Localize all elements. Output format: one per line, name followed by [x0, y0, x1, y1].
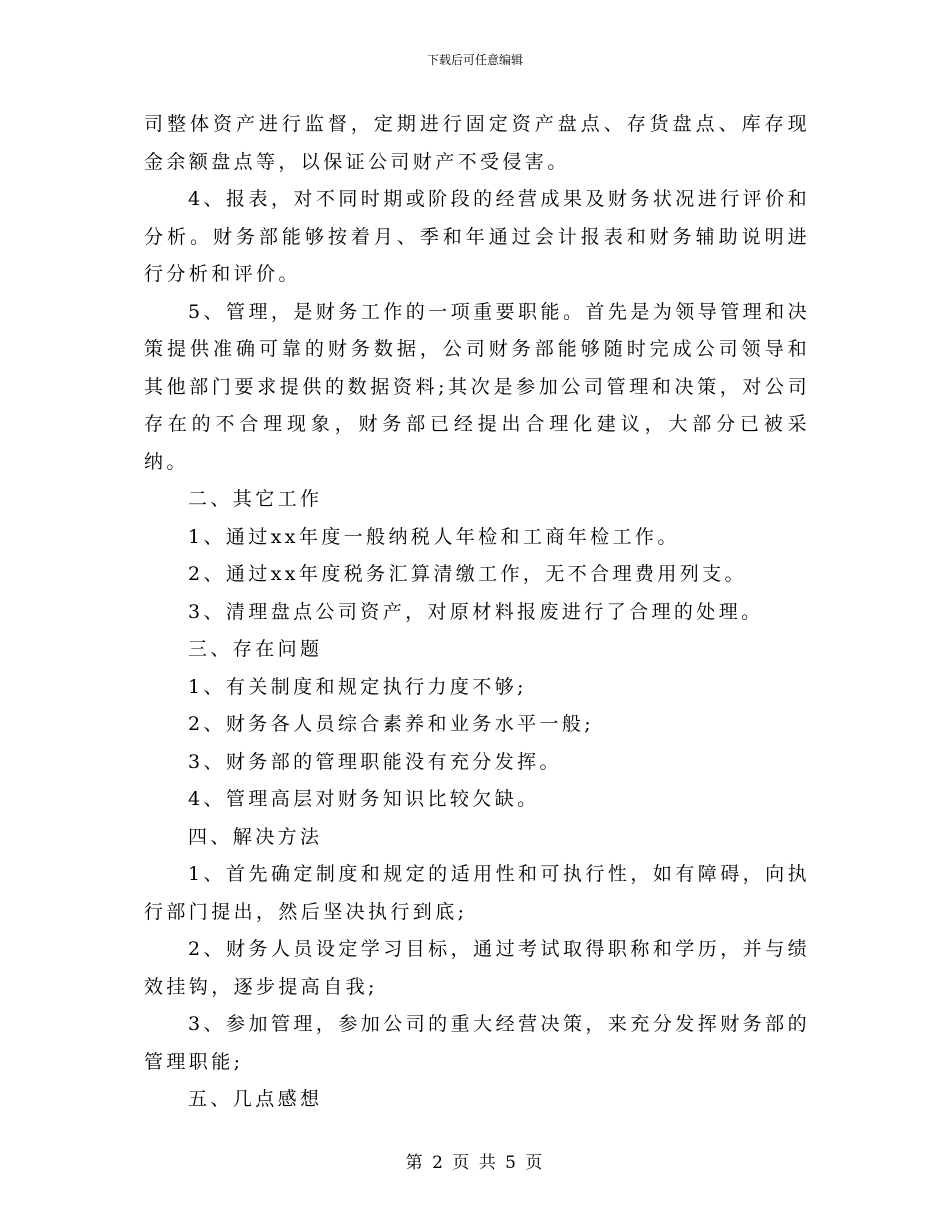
list-item-solution-1: 1、首先确定制度和规定的适用性和可执行性，如有障碍，向执行部门提出，然后坚决执行到底; [144, 863, 810, 923]
paragraph-reports: 4、报表，对不同时期或阶段的经营成果及财务状况进行评价和分析。财务部能够按着月、季和年通过会计报表和财务辅助说明进行分析和评价。 [144, 188, 810, 285]
heading-solutions: 四、解决方法 [188, 825, 323, 848]
list-item-solution-3: 3、参加管理，参加公司的重大经营决策，来充分发挥财务部的管理职能; [144, 1013, 810, 1073]
page-header: 下载后可任意编辑 [426, 53, 523, 67]
heading-other-work: 二、其它工作 [188, 488, 323, 510]
document-body [144, 106, 810, 1119]
footer-middle: 页 共 [452, 1153, 498, 1173]
list-item-solution-2: 2、财务人员设定学习目标，通过考试取得职称和学历，并与绩效挂钩，逐步提高自我; [144, 938, 810, 998]
heading-reflections: 五、几点感想 [188, 1088, 323, 1110]
list-item-problem-3: 3、财务部的管理职能没有充分发挥。 [188, 750, 562, 773]
page-number-footer [0, 1152, 950, 1174]
list-item-other-work-1: 1、通过xx年度一般纳税人年检和工商年检工作。 [188, 525, 680, 548]
list-item-other-work-3: 3、清理盘点公司资产，对原材料报废进行了合理的处理。 [188, 600, 764, 623]
list-item-problem-1: 1、有关制度和规定执行力度不够; [188, 675, 527, 698]
list-item-other-work-2: 2、通过xx年度税务汇算清缴工作，无不合理费用列支。 [188, 563, 747, 585]
footer-prefix: 第 [405, 1153, 425, 1173]
footer-total-pages: 5 [505, 1153, 518, 1173]
heading-existing-problems: 三、存在问题 [188, 638, 323, 660]
footer-suffix: 页 [525, 1153, 545, 1173]
footer-current-page: 2 [432, 1153, 445, 1173]
list-item-problem-4: 4、管理高层对财务知识比较欠缺。 [188, 788, 540, 810]
paragraph-asset-supervision: 司整体资产进行监督，定期进行固定资产盘点、存货盘点、库存现金余额盘点等，以保证公司财产不受侵害。 [144, 113, 810, 173]
paragraph-management: 5、管理，是财务工作的一项重要职能。首先是为领导管理和决策提供准确可靠的财务数据，公司财务部能够随时完成公司领导和其他部门要求提供的数据资料;其次是参加公司管理和决策，对公司存在的不合理现象，财务部已经提出合理化建议，大部分已被采纳。 [144, 300, 810, 473]
list-item-problem-2: 2、财务各人员综合素养和业务水平一般; [188, 713, 595, 735]
